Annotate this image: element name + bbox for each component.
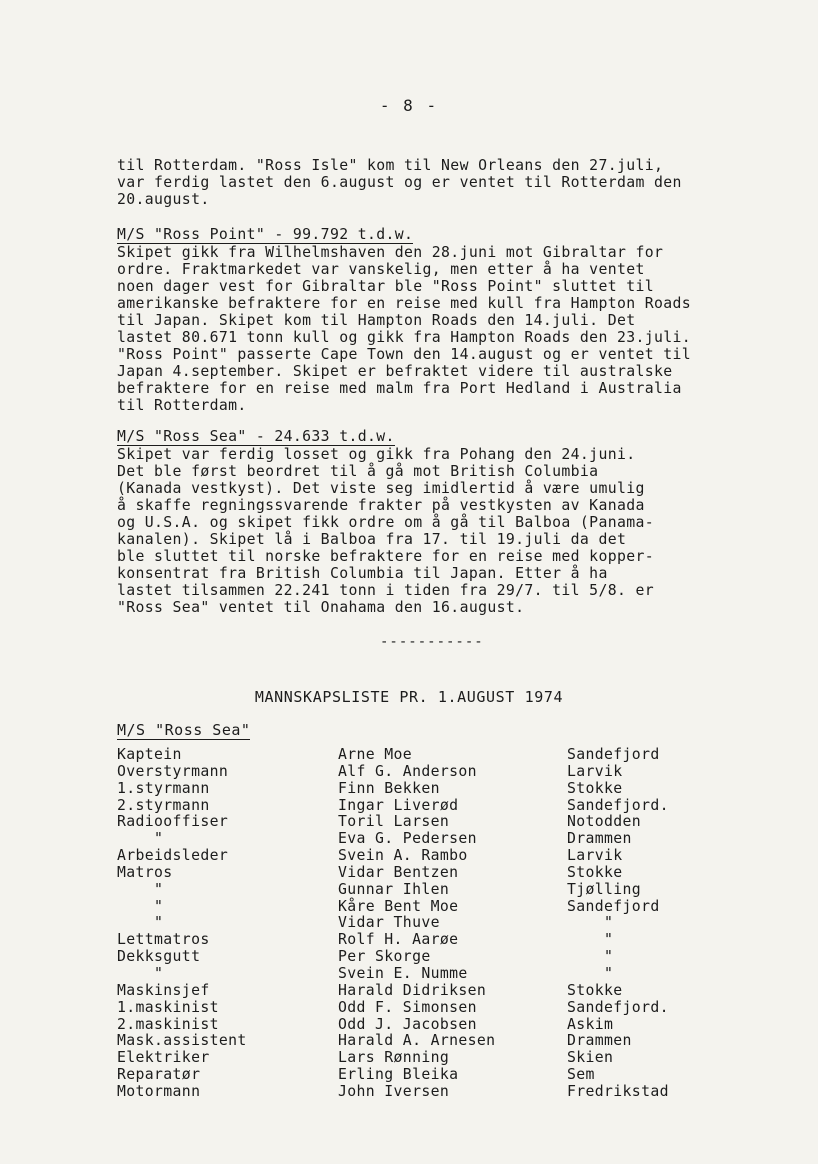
crew-row bbox=[117, 865, 757, 882]
crew-rank: 1.maskinist bbox=[117, 998, 219, 1016]
crew-name: Alf G. Anderson bbox=[338, 762, 477, 780]
crew-row bbox=[117, 882, 757, 899]
crew-row bbox=[117, 966, 757, 983]
paragraph-ross-isle-end: til Rotterdam. "Ross Isle" kom til New Orleans den 27.juli, var ferdig lastet den 6.august og er ventet til Rotterdam den 20.august. bbox=[117, 157, 682, 208]
ross-sea-section bbox=[117, 428, 757, 616]
crew-rank: Dekksgutt bbox=[117, 948, 201, 966]
crew-rank: Mask.assistent bbox=[117, 1032, 247, 1050]
crew-name: Harald A. Arnesen bbox=[338, 1032, 496, 1050]
crew-name: Vidar Thuve bbox=[338, 914, 440, 932]
crew-row bbox=[117, 831, 757, 848]
crew-rank: " bbox=[117, 830, 164, 848]
crew-table bbox=[117, 747, 757, 1101]
crew-name: Toril Larsen bbox=[338, 813, 450, 831]
crew-ship-heading: M/S "Ross Sea" bbox=[117, 721, 251, 739]
crew-hometown: " bbox=[567, 964, 614, 982]
crew-rank: " bbox=[117, 914, 164, 932]
crew-row bbox=[117, 1017, 757, 1034]
crew-row bbox=[117, 949, 757, 966]
crew-name: Arne Moe bbox=[338, 746, 413, 763]
crew-name: Finn Bekken bbox=[338, 779, 440, 797]
crew-name: John Iversen bbox=[338, 1082, 450, 1100]
crew-name: Svein A. Rambo bbox=[338, 847, 468, 865]
crew-hometown: Fredrikstad bbox=[567, 1082, 669, 1100]
crew-hometown: " bbox=[567, 931, 614, 949]
crew-rank: Reparatør bbox=[117, 1066, 201, 1084]
crew-name: Ingar Liverød bbox=[338, 796, 459, 814]
crew-hometown: Larvik bbox=[567, 762, 623, 780]
crew-rank: Radiooffiser bbox=[117, 813, 229, 831]
crew-rank: " bbox=[117, 897, 164, 915]
crew-hometown: Drammen bbox=[567, 1032, 632, 1050]
crew-row bbox=[117, 1084, 757, 1101]
crew-row bbox=[117, 781, 757, 798]
crew-rank: Arbeidsleder bbox=[117, 847, 229, 865]
crew-name: Odd J. Jacobsen bbox=[338, 1015, 477, 1033]
crew-hometown: Sandefjord. bbox=[567, 998, 669, 1016]
crew-rank: " bbox=[117, 880, 164, 898]
crew-rank: Maskinsjef bbox=[117, 981, 210, 999]
ross-point-heading: M/S "Ross Point" - 99.792 t.d.w. bbox=[117, 226, 414, 243]
crew-row bbox=[117, 932, 757, 949]
crew-hometown: " bbox=[567, 948, 614, 966]
crew-name: Svein E. Numme bbox=[338, 964, 468, 982]
crew-name: Gunnar Ihlen bbox=[338, 880, 450, 898]
crew-name: Per Skorge bbox=[338, 948, 431, 966]
crew-name: Odd F. Simonsen bbox=[338, 998, 477, 1016]
crew-rank: Elektriker bbox=[117, 1049, 210, 1067]
crew-row bbox=[117, 1050, 757, 1067]
crew-row bbox=[117, 848, 757, 865]
crew-rank: Matros bbox=[117, 863, 173, 881]
crew-name: Lars Rønning bbox=[338, 1049, 450, 1067]
crew-row bbox=[117, 983, 757, 1000]
ross-sea-body: Skipet var ferdig losset og gikk fra Pohang den 24.juni. Det ble først beordret til å gå mot British Columbia (Kanada vestkyst). Det viste seg imidlertid å være umulig å skaffe regningssvarende frakter på vestkysten av Kanada og U.S.A. og skipet fikk ordre om å gå til Balboa (Panama- kanalen). Skipet lå i Balboa fra 17. til 19.juli da det ble sluttet til norske befraktere for en reise med kopper- konsentrat fra British Columbia til Japan. Etter å ha lastet tilsammen 22.241 tonn i tiden fra 29/7. til 5/8. er "Ross Sea" ventet til Onahama den 16.august. bbox=[117, 446, 654, 616]
crew-hometown: Askim bbox=[567, 1015, 614, 1033]
page-number: - 8 - bbox=[379, 96, 439, 115]
crew-hometown: " bbox=[567, 914, 614, 932]
crew-row bbox=[117, 899, 757, 916]
crew-hometown: Larvik bbox=[567, 847, 623, 865]
crew-name: Vidar Bentzen bbox=[338, 863, 459, 881]
crew-hometown: Stokke bbox=[567, 863, 623, 881]
crew-rank: " bbox=[117, 964, 164, 982]
crew-row bbox=[117, 1000, 757, 1017]
crew-row bbox=[117, 747, 757, 764]
crew-row bbox=[117, 1067, 757, 1084]
crew-name: Rolf H. Aarøe bbox=[338, 931, 459, 949]
crew-rank: 1.styrmann bbox=[117, 779, 210, 797]
crew-rank: Motormann bbox=[117, 1082, 201, 1100]
crew-rank: Kaptein bbox=[117, 746, 182, 763]
crew-name: Harald Didriksen bbox=[338, 981, 487, 999]
crew-hometown: Sandefjord bbox=[567, 897, 660, 915]
crew-hometown: Sandefjord. bbox=[567, 796, 669, 814]
ross-point-section bbox=[117, 226, 757, 414]
ross-point-body: Skipet gikk fra Wilhelmshaven den 28.juni mot Gibraltar for ordre. Fraktmarkedet var vanskelig, men etter å ha ventet noen dager vest for Gibraltar ble "Ross Point" sluttet til amerikanske befraktere for en reise med kull fra Hampton Roads til Japan. Skipet kom til Hampton Roads den 14.juli. Det lastet 80.671 tonn kull og gikk fra Hampton Roads den 23.juli. "Ross Point" passerte Cape Town den 14.august og er ventet til Japan 4.september. Skipet er befraktet videre til australske befraktere for en reise med malm fra Port Hedland i Australia til Rotterdam. bbox=[117, 244, 692, 414]
crew-rank: Overstyrmann bbox=[117, 762, 229, 780]
crew-row bbox=[117, 915, 757, 932]
crew-hometown: Stokke bbox=[567, 779, 623, 797]
crew-hometown: Skien bbox=[567, 1049, 614, 1067]
crew-rank: Lettmatros bbox=[117, 931, 210, 949]
crew-list-title: MANNSKAPSLISTE PR. 1.AUGUST 1974 bbox=[254, 688, 564, 706]
crew-hometown: Stokke bbox=[567, 981, 623, 999]
crew-name: Erling Bleika bbox=[338, 1066, 459, 1084]
section-separator: ----------- bbox=[380, 634, 484, 650]
crew-rank: 2.styrmann bbox=[117, 796, 210, 814]
crew-hometown: Sem bbox=[567, 1066, 595, 1084]
crew-hometown: Sandefjord bbox=[567, 746, 660, 763]
ross-sea-heading: M/S "Ross Sea" - 24.633 t.d.w. bbox=[117, 428, 395, 445]
crew-row bbox=[117, 798, 757, 815]
crew-name: Kåre Bent Moe bbox=[338, 897, 459, 915]
crew-row bbox=[117, 814, 757, 831]
crew-rank: 2.maskinist bbox=[117, 1015, 219, 1033]
crew-row bbox=[117, 1033, 757, 1050]
crew-hometown: Drammen bbox=[567, 830, 632, 848]
crew-hometown: Tjølling bbox=[567, 880, 642, 898]
crew-row bbox=[117, 764, 757, 781]
crew-hometown: Notodden bbox=[567, 813, 642, 831]
crew-name: Eva G. Pedersen bbox=[338, 830, 477, 848]
